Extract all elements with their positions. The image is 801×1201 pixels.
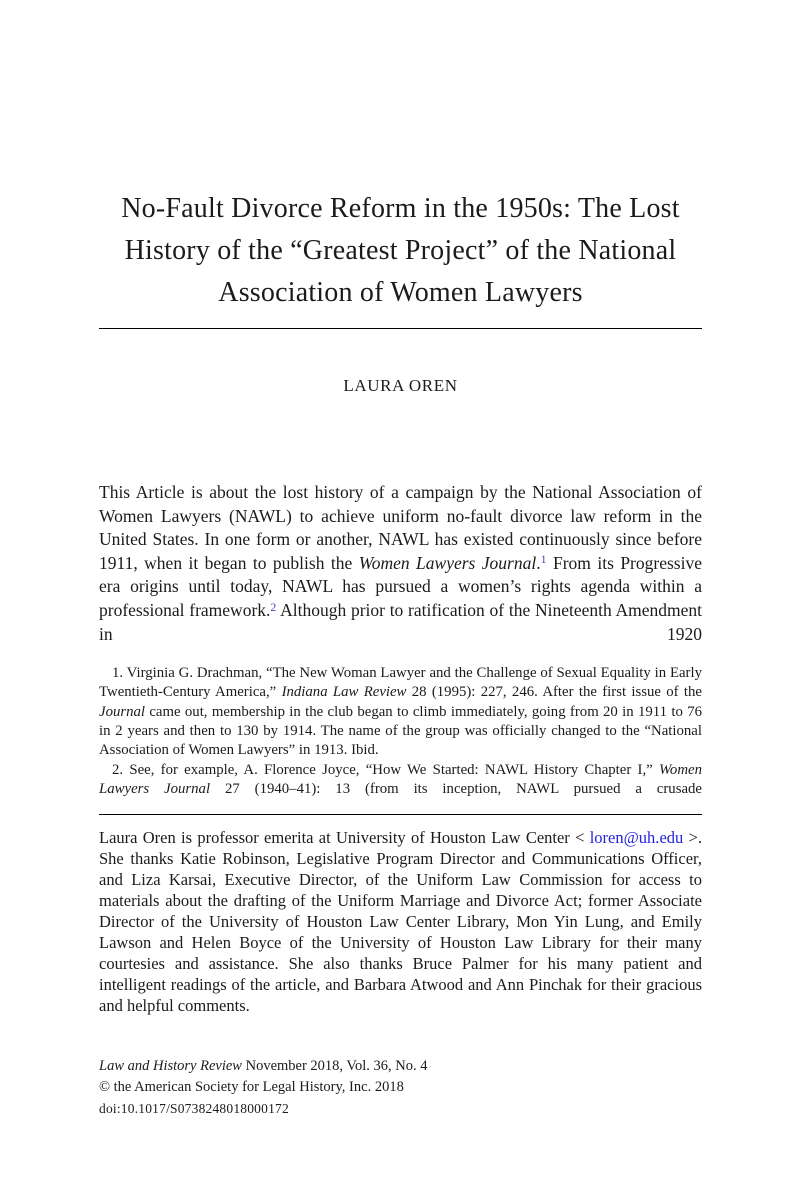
footnote-ref-2[interactable]: 2 <box>270 599 277 614</box>
footnote-divider <box>99 814 702 815</box>
text-run: Although prior to ratification of the Nineteenth Amendment in 1920 <box>99 599 702 644</box>
abstract-paragraph <box>99 481 702 646</box>
text-run: This Article is about the lost history of a campaign by the National Association of Women Lawyers (NAWL) to achieve uniform no-fault divorce law reform in the United States. In one form or another, NAWL has existed continuously since before 1911, when it began to publish the <box>99 482 702 573</box>
text-run: 27 (1940–41): 13 (from its inception, NAWL pursued a crusade <box>210 780 702 797</box>
doi-line: doi:10.1017/S0738248018000172 <box>99 1101 289 1117</box>
text-run: >. She thanks Katie Robinson, Legislative Program Director and Communications Officer, and Liza Karsai, Executive Director, of the Uniform Law Commission for access to materials about the drafting of the Uniform Marriage and Divorce Act; former Associate Director of the University of Houston Law Center Library, Mon Yin Lung, and Emily Lawson and Helen Boyce of the University of Houston Law Library for their many courtesies and assistance. She also thanks Bruce Palmer for his many patient and intelligent readings of the article, and Barbara Atwood and Ann Pinchak for their gracious and helpful comments. <box>99 828 702 1016</box>
text-run: Laura Oren is professor emerita at University of Houston Law Center < <box>99 828 590 848</box>
text-run: Law and History Review <box>99 1058 242 1075</box>
text-run: Women Lawyers Journal <box>358 552 537 573</box>
author-affiliation-note <box>99 827 702 1016</box>
footnote-ref-1[interactable]: 1 <box>540 552 547 567</box>
email-link[interactable]: loren@uh. <box>589 828 660 848</box>
text-run: Indiana Law Review <box>281 684 407 701</box>
text-run: Women Lawyers Journal <box>99 761 702 797</box>
text-run: came out, membership in the club began to climb immediately, going from 20 in 1911 to 76 in 2 years and then to 130 by 1914. The name of the group was officially changed to the “National Association of Women Lawyers” in 1913. Ibid. <box>99 703 702 759</box>
email-link[interactable]: edu <box>659 828 684 848</box>
text-run: 1. Virginia G. Drachman, “The New Woman Lawyer and the Challenge of Sexual Equality in Early Twentieth-Century America,” <box>99 665 702 701</box>
journal-citation-line <box>99 1056 702 1077</box>
text-run: 28 (1995): 227, 246. After the first issue of the <box>406 684 702 701</box>
text-run: Journal <box>99 703 146 720</box>
author-name: LAURA OREN <box>343 376 458 395</box>
page-content-column <box>99 188 702 1119</box>
text-run: From its Progressive era origins until today, NAWL has pursued a women’s rights agenda within a professional framework. <box>99 552 702 620</box>
title-divider <box>99 328 702 329</box>
footnote-2 <box>99 761 702 800</box>
text-run: . <box>536 552 541 573</box>
footnotes-block <box>99 664 702 799</box>
text-run: November 2018, Vol. 36, No. 4 <box>241 1058 428 1075</box>
text-run: 2. See, for example, A. Florence Joyce, “How We Started: NAWL History Chapter I,” <box>112 761 659 778</box>
footnote-1 <box>99 664 702 760</box>
imprint-block <box>99 1056 702 1119</box>
article-title: No-Fault Divorce Reform in the 1950s: The Lost History of the “Greatest Project” of the National Association of Women Lawyers <box>121 193 680 308</box>
copyright-line: © the American Society for Legal History, Inc. 2018 <box>99 1079 404 1096</box>
